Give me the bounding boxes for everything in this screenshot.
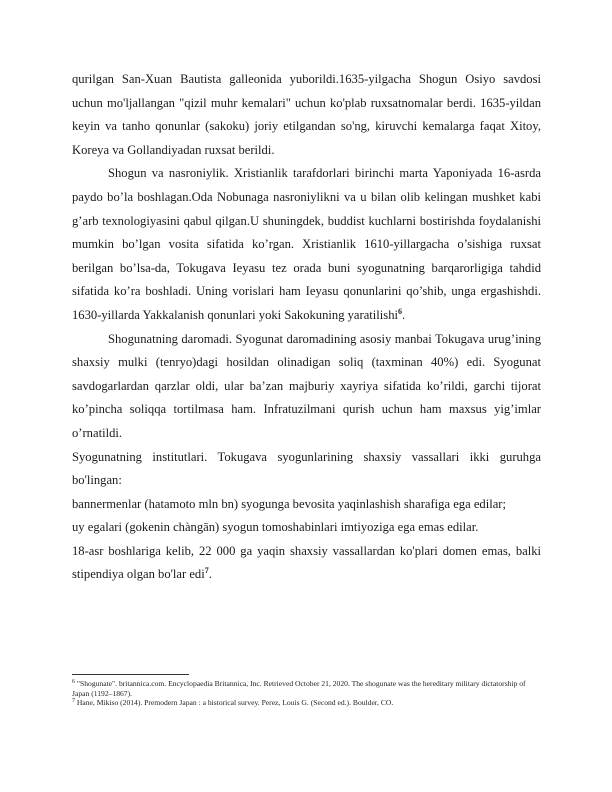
footnote-number: 7 bbox=[72, 698, 75, 705]
paragraph-6: uy egalari (gokenin chàngān) syogun tomoshabinlari imtiyoziga ega emas edilar. bbox=[72, 520, 479, 535]
paragraph-1: qurilgan San-Xuan Bautista galleonida yuborildi.1635-yilgacha Shogun Osiyo savdosi uchun mo'ljallangan "qizil muhr kemalari" uchun ko'plab ruxsatnomalar berdi. 1635-yildan keyin va tanho qonunlar (sakoku) joriy etilgandan so'ng, kiruvchi kemalarga faqat Xitoy, Koreya va Gollandiyadan ruxsat berildi. bbox=[72, 72, 541, 157]
paragraph-7: 18-asr boshlariga kelib, 22 000 ga yaqin shaxsiy vassallardan ko'plari domen emas, balki stipendiya olgan bo'lar edi$^7$. bbox=[72, 543, 541, 582]
paragraph-5: bannermenlar (hatamoto mln bn) syogunga bevosita yaqinlashish sharafiga ega edilar; bbox=[72, 496, 506, 511]
paragraph-2: Shogun va nasroniylik. Xristianlik tarafdorlari birinchi marta Yaponiyada 16-asrda paydo bo’la boshlagan.Oda Nobunaga nasroniylikni va u bilan olib kelingan mushket kabi g’arb texnologiyasini qabul qilgan.U shuningdek, buddist kuchlarni bostirishda foydalanishi mumkin bo’lgan vosita sifatida ko’rgan. Xristianlik 1610-yillargacha o’sishiga ruxsat berilgan bo’lsa-da, Tokugava Ieyasu tez orada buni syogunatning barqarorligiga tahdid sifatida ko’ra boshladi. Uning vorislari ham Ieyasu qonunlarini qo’shib, unga ergashishdi. 1630-yillarda Yakkalanish qonunlari yoki Sakokuning yaratilishi$^6$. bbox=[72, 166, 541, 322]
footnotes bbox=[72, 674, 541, 708]
footnote-divider bbox=[72, 674, 189, 675]
footnote-ref-6[interactable]: 6 bbox=[398, 306, 402, 316]
paragraph-4: Syogunatning institutlari. Tokugava syogunlarining shaxsiy vassallari ikki guruhga bo'lingan: bbox=[72, 449, 541, 488]
paragraph-3: Shogunatning daromadi. Syogunat daromadining asosiy manbai Tokugava urug’ining shaxsiy mulki (tenryo)dagi hosildan olinadigan soliq (taxminan 40%) edi. Syogunat savdogarlardan qarzlar oldi, ular ba’zan majburiy xayriya sifatida ko’rildi, garchi tijorat ko’pincha soliqqa tortilmasa ham. Infratuzilmani qurish uchun ham maxsus yig’imlar o’rnatildi. bbox=[72, 331, 541, 440]
document-body bbox=[72, 68, 541, 587]
footnote-7: $^7$ Hane, Mikiso (2014). Premodern Japan : a historical survey. Perez, Louis G. (Second ed.). Boulder, CO. bbox=[72, 698, 394, 708]
footnote-6: $^6$ "Shogunate". britannica.com. Encyclopaedia Britannica, Inc. Retrieved October 21, 2020. The shogunate was the hereditary military dictatorship of Japan (1192–1867). bbox=[72, 679, 526, 698]
footnote-ref-7[interactable]: 7 bbox=[204, 566, 209, 576]
footnote-number: 6 bbox=[72, 679, 75, 685]
